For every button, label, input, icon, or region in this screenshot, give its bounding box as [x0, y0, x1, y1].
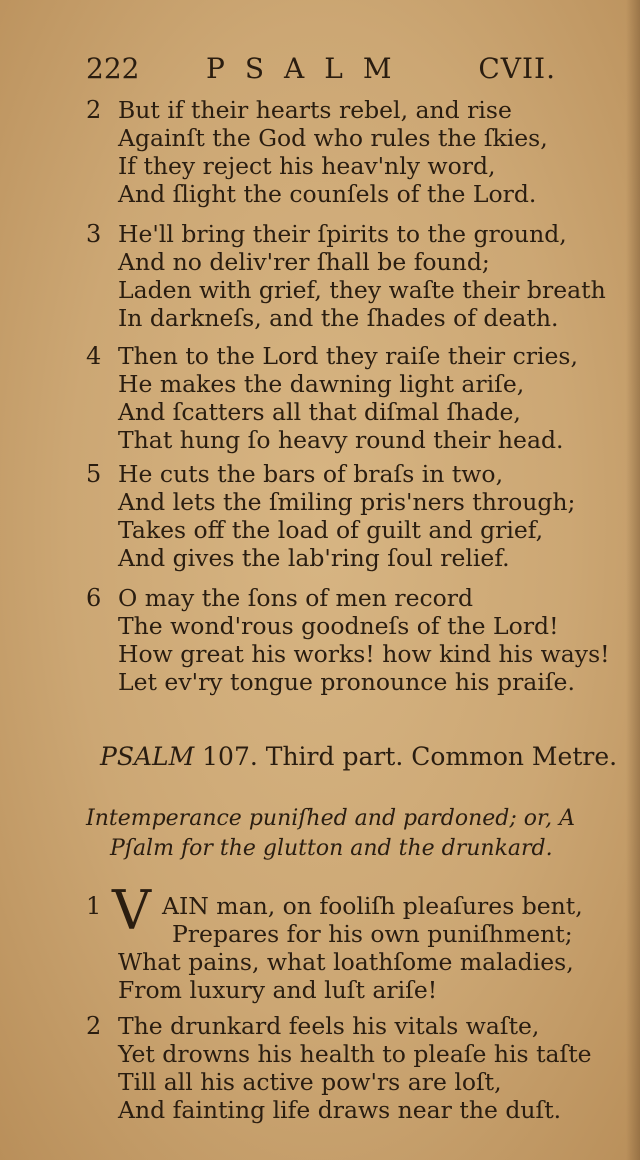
stanza-number: 4 — [86, 342, 102, 370]
running-header — [86, 50, 556, 94]
verse-line: And ſcatters all that diſmal ſhade, — [118, 398, 521, 426]
drop-cap: V — [112, 879, 151, 942]
verse-line: In darkneſs, and the ſhades of death. — [118, 304, 559, 332]
verse-line: And fainting life draws near the duſt. — [118, 1096, 562, 1124]
page-number: 222 — [86, 52, 140, 85]
verse-line: He cuts the bars of braſs in two, — [118, 460, 504, 488]
verse-line: He makes the dawning light ariſe, — [118, 370, 525, 398]
verse-line: Takes off the load of guilt and grief, — [118, 516, 544, 544]
stanza-number: 6 — [86, 584, 102, 612]
verse-line: Then to the Lord they raiſe their cries, — [118, 342, 578, 370]
verse-line: And ſlight the counſels of the Lord. — [118, 180, 537, 208]
verse-line: What pains, what loathſome maladies, — [118, 948, 574, 976]
verse-line: Let ev'ry tongue pronounce his praiſe. — [118, 668, 575, 696]
section-description-line1: Intemperance puniſhed and pardoned; or, A — [86, 806, 575, 831]
stanza-number: 2 — [86, 96, 102, 124]
verse-line: AIN man, on fooliſh pleaſures bent, — [162, 892, 583, 920]
verse-line: Laden with grief, they waſte their breath — [118, 276, 606, 304]
verse-line: O may the ſons of men record — [118, 584, 474, 612]
verse-line: But if their hearts rebel, and rise — [118, 96, 512, 124]
section-description-line2: Pſalm for the glutton and the drunkard. — [110, 836, 553, 861]
verse-line: And no deliv'rer ſhall be found; — [118, 248, 490, 276]
stanza-number: 2 — [86, 1012, 102, 1040]
psalm-number: CVII. — [478, 52, 556, 85]
stanza-number: 1 — [86, 892, 102, 920]
verse-line: Prepares for his own puniſhment; — [172, 920, 573, 948]
stanza-number: 3 — [86, 220, 102, 248]
verse-line: The wond'rous goodneſs of the Lord! — [118, 612, 559, 640]
verse-line: The drunkard feels his vitals waſte, — [118, 1012, 540, 1040]
section-heading-psalm: PSALM — [100, 742, 195, 771]
verse-line: From luxury and luſt ariſe! — [118, 976, 438, 1004]
verse-line: He'll bring their ſpirits to the ground, — [118, 220, 567, 248]
verse-line: How great his works! how kind his ways! — [118, 640, 610, 668]
verse-line: Againſt the God who rules the ſkies, — [118, 124, 548, 152]
verse-line: That hung ſo heavy round their head. — [118, 426, 564, 454]
verse-line: And lets the ſmiling pris'ners through; — [118, 488, 576, 516]
section-heading — [100, 742, 617, 771]
verse-line: Yet drowns his health to pleaſe his taſte — [118, 1040, 592, 1068]
verse-line: If they reject his heav'nly word, — [118, 152, 496, 180]
verse-line: Till all his active pow'rs are loſt, — [118, 1068, 502, 1096]
verse-line: And gives the lab'ring ſoul relief. — [118, 544, 510, 572]
page-title: PSALM — [206, 52, 412, 85]
section-heading-rest: 107. Third part. Common Metre. — [202, 742, 618, 771]
stanza-number: 5 — [86, 460, 102, 488]
